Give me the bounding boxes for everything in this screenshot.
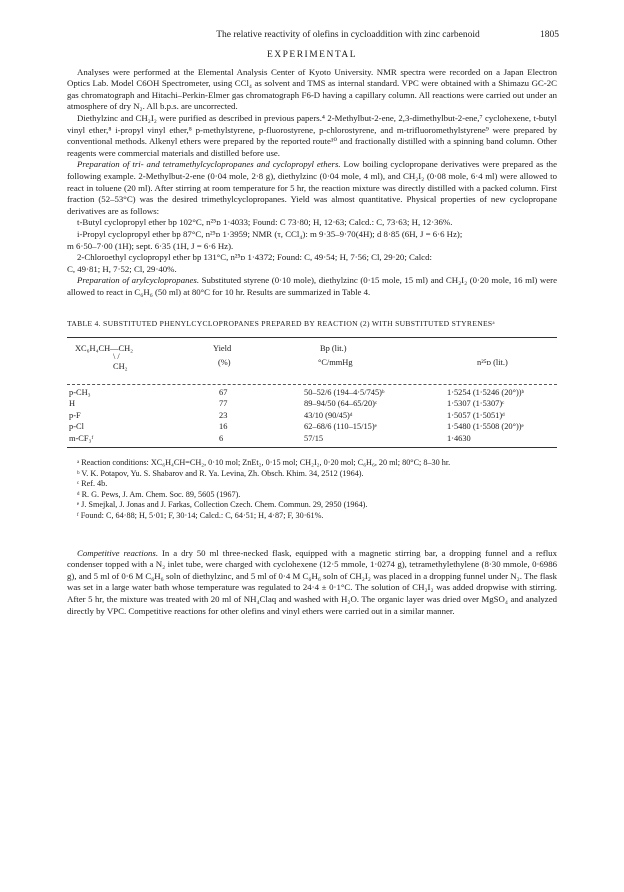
cell-substituent: p-CH₃ bbox=[69, 388, 91, 398]
header-compound-ring: CH₂ bbox=[113, 362, 128, 372]
table-body bbox=[67, 387, 557, 447]
prep-tri-text: Low boiling cyclopropane derivatives were prepared as the following example. 2-Methylbut-2-ene (0·04 mole, 2·8 g), diethylzinc (0·04 mole, 4 ml), and CH₂I₂ (0·08 mole, 6·4 ml) were allowed to react in toluene (20 ml). After stirring at room temperature for 5 hr, the reaction mixture was directly distilled with a packed column. First fraction (52–53°C) was the desired trimethylcyclopropanes. Yield was almost quantitative. Physical properties of new cyclopropane derivatives are as follows: bbox=[67, 159, 557, 216]
cell-yield: 23 bbox=[219, 410, 228, 420]
header-yield-unit: (%) bbox=[218, 358, 231, 368]
header-compound: XC₆H₄CH—CH₂ bbox=[75, 344, 134, 354]
section-heading: EXPERIMENTAL bbox=[266, 50, 358, 60]
cell-bp: 50–52/6 (194–4·5/745)ᵇ bbox=[304, 388, 385, 398]
paragraph-competitive bbox=[67, 548, 557, 618]
paragraph-prep-tri bbox=[67, 159, 557, 217]
cell-substituent: p-F bbox=[69, 410, 81, 420]
page-number: 1805 bbox=[540, 30, 559, 40]
header-compound-bond: \ / bbox=[113, 352, 120, 362]
header-bp-unit: °C/mmHg bbox=[318, 358, 353, 368]
running-title: The relative reactivity of olefins in cycloaddition with zinc carbenoid bbox=[216, 30, 480, 40]
chloroethyl-ether-analysis-line: C, 49·81; H, 7·52; Cl, 29·40%. bbox=[67, 263, 177, 274]
footnote-d: ᵈ R. G. Pews, J. Am. Chem. Soc. 89, 5605 (1967). bbox=[77, 489, 241, 499]
paragraph-analyses: Analyses were performed at the Elemental Analysis Center of Kyoto University. NMR spectra were recorded on a Japan Electron Optics Lab. Model C6OH Spectrometer, using CCl₄ as solvent and TMS as internal standard. VPC were obtained with a Shimazu GC-2C gas chromatograph and Hitachi–Perkin-Elmer gas chromatograph F6-D having a capillary column. All reactions were carried out under an atmosphere of dry N₂. All b.p.s. are uncorrected. bbox=[67, 66, 557, 112]
propyl-ether-nmr-line: m 6·50–7·00 (1H); sept. 6·35 (1H, J = 6·6 Hz). bbox=[67, 240, 234, 251]
cell-bp: 57/15 bbox=[304, 433, 324, 443]
butyl-ether-line: t-Butyl cyclopropyl ether bp 102°C, n²⁵ᴅ 1·4033; Found: C 73·80; H, 12·63; Calcd.: C, 73·63; H, 12·36%. bbox=[77, 217, 453, 228]
cell-yield: 77 bbox=[219, 399, 228, 409]
cell-nd: 1·5307 (1·5307)ᶜ bbox=[447, 399, 505, 409]
ether-properties bbox=[67, 217, 557, 275]
cell-yield: 6 bbox=[219, 433, 224, 443]
paragraph-prep-aryl bbox=[67, 275, 557, 298]
cell-bp: 62–68/6 (110–15/15)ᵉ bbox=[304, 422, 377, 432]
cell-nd: 1·5057 (1·5051)ᵈ bbox=[447, 410, 505, 420]
paragraph-diethylzinc: Diethylzinc and CH₂I₂ were purified as described in previous papers.⁴ 2-Methylbut-2-ene, 2,3-dimethylbut-2-ene,⁷ cyclohexene, t-butyl vinyl ether,⁸ i-propyl vinyl ether,⁸ p-methylstyrene, p-fluorostyrene, p-chlorostyrene, and m-trifluoromethylstyrene⁹ were prepared by conventional methods. Alkenyl ethers were prepared by the reported route¹⁰ and fractionally distilled with a spinning band column. Other reagents were commercial materials and distilled before use. bbox=[67, 112, 557, 158]
table-header bbox=[67, 338, 557, 384]
competitive-heading: Competitive reactions. bbox=[77, 547, 159, 558]
cell-substituent: m-CF₃ᶠ bbox=[69, 433, 94, 443]
cell-nd: 1·5254 (1·5246 (20°))ᵇ bbox=[447, 388, 525, 398]
cell-substituent: H bbox=[69, 399, 76, 409]
footnote-a: ᵃ Reaction conditions: XC₆H₄CH=CH₂, 0·10 mol; ZnEt₂, 0·15 mol; CH₂I₂, 0·20 mol; C₆H₆, 20 ml; 80°C; 8–30 hr. bbox=[77, 458, 451, 468]
table-row bbox=[67, 421, 557, 432]
page-body bbox=[67, 50, 557, 617]
running-header bbox=[0, 30, 624, 46]
cell-nd: 1·5480 (1·5508 (20°))ᵉ bbox=[447, 422, 524, 432]
cell-nd: 1·4630 bbox=[447, 433, 471, 443]
header-refractive-index: n²⁵ᴅ (lit.) bbox=[477, 358, 508, 368]
propyl-ether-line: i-Propyl cyclopropyl ether bp 87°C, n²⁵ᴅ 1·3959; NMR (τ, CCl₄): m 9·35–9·70(4H); d 8·85 (6H, J = 6·6 Hz); bbox=[77, 228, 463, 239]
table-bottom-rule bbox=[67, 447, 557, 448]
footnote-f: ᶠ Found: C, 64·88; H, 5·01; F, 30·14; Calcd.: C, 64·51; H, 4·87; F, 30·61%. bbox=[77, 511, 324, 521]
cell-substituent: p-Cl bbox=[69, 422, 84, 432]
chloroethyl-ether-line: 2-Chloroethyl cyclopropyl ether bp 131°C, n²⁵ᴅ 1·4372; Found: C, 49·54; H, 7·56; Cl, 29·20; Calcd: bbox=[77, 252, 432, 263]
table-row bbox=[67, 387, 557, 398]
cell-bp: 89–94/50 (64–65/20)ᶜ bbox=[304, 399, 378, 409]
table-footnotes bbox=[67, 458, 557, 522]
prep-aryl-heading: Preparation of arylcyclopropanes. bbox=[77, 275, 200, 286]
table-row bbox=[67, 433, 557, 444]
footnote-b: ᵇ V. K. Potapov, Yu. S. Shabarov and R. Ya. Levina, Zh. Obsch. Khim. 34, 2512 (1964). bbox=[77, 468, 364, 478]
table-row bbox=[67, 410, 557, 421]
table-row bbox=[67, 398, 557, 409]
header-yield: Yield bbox=[213, 344, 232, 354]
table-header-rule bbox=[67, 384, 557, 385]
prep-aryl-text: Substituted styrene (0·10 mole), diethylzinc (0·15 mole, 15 ml) and CH₂I₂ (0·20 mole, 16 ml) were allowed to react in C₆H₆ (50 ml) at 80°C for 10 hr. Results are summarized in Table 4. bbox=[67, 275, 557, 297]
cell-bp: 43/10 (90/45)ᵈ bbox=[304, 410, 353, 420]
footnote-c: ᶜ Ref. 4b. bbox=[77, 479, 108, 489]
footnote-e: ᵉ J. Smejkal, J. Jonas and J. Farkas, Collection Czech. Chem. Commun. 29, 2950 (1964). bbox=[77, 500, 368, 510]
competitive-text: In a dry 50 ml three-necked flask, equipped with a magnetic stirring bar, a dropping funnel and a reflux condenser topped with a N₂ inlet tube, were charged with cyclohexene (12·5 mmole, 1·0274 g), tetramethylethylene (8·30 mmole, 0·6986 g), and 5 ml of 0·6 M C₆H₆ soln of diethylzinc, and 5 ml of 0·4 M C₆H₆ soln of CH₂I₂ was placed in a dropping funnel under N₂. The flask was set in a large water bath whose temperature was regulated to 24·4 ± 0·1°C. The solution of CH₂I₂ was added dropwise with stirring. After 5 hr, the mixture was treated with 20 ml of NH₄Claq and washed with H₂O. The organic layer was dried over MgSO₄ and analyzed directly by VPC. Competitive reactions for other olefins and vinyl ethers were carried out in a similar manner. bbox=[67, 547, 557, 616]
header-bp: Bp (lit.) bbox=[320, 344, 347, 354]
prep-tri-heading: Preparation of tri- and tetramethylcyclopropanes and cyclopropyl ethers. bbox=[77, 159, 341, 170]
cell-yield: 16 bbox=[219, 422, 228, 432]
cell-yield: 67 bbox=[219, 388, 228, 398]
table-caption: TABLE 4. SUBSTITUTED PHENYLCYCLOPROPANES PREPARED BY REACTION (2) WITH SUBSTITUTED STYRENESᵃ bbox=[67, 319, 495, 329]
